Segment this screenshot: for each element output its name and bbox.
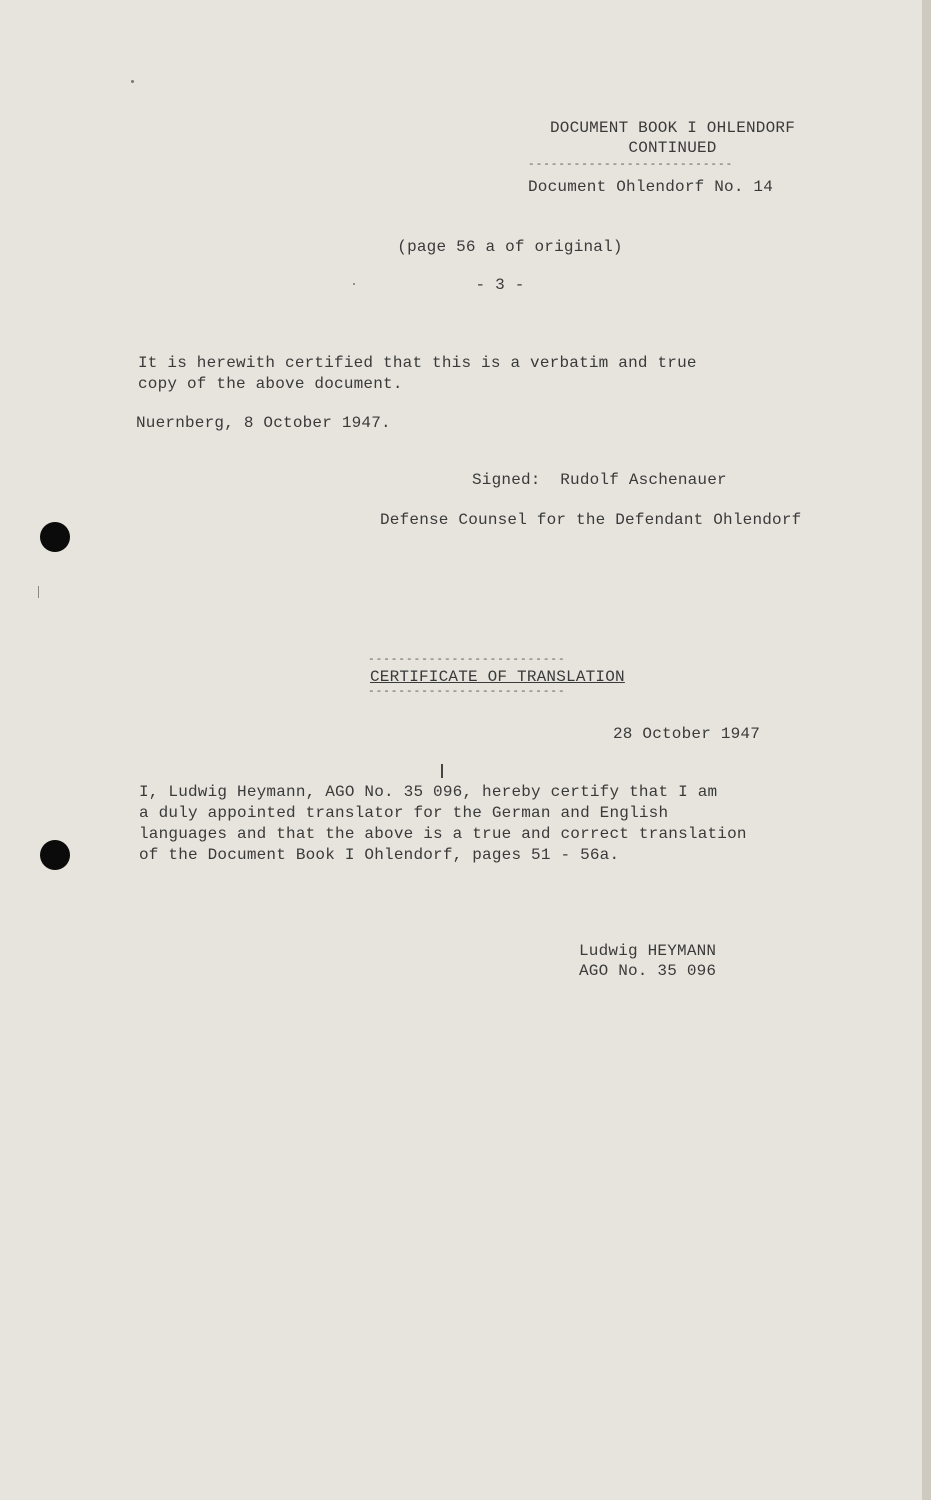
margin-mark [38, 586, 39, 598]
cert-body-line-4: of the Document Book I Ohlendorf, pages 51 - 56a. [139, 846, 620, 864]
cert-body-line-3: languages and that the above is a true and correct translation [139, 825, 747, 843]
ink-speck [131, 80, 134, 83]
place-date: Nuernberg, 8 October 1947. [136, 414, 391, 432]
document-number: Document Ohlendorf No. 14 [528, 178, 774, 196]
cert-body-line-2: a duly appointed translator for the German and English [139, 804, 669, 822]
punch-hole-bottom [40, 840, 70, 870]
ink-mark [441, 764, 443, 778]
signed-line: Signed: Rudolf Aschenauer [472, 471, 727, 489]
cert-date: 28 October 1947 [613, 725, 761, 743]
header-title: DOCUMENT BOOK I OHLENDORF [549, 119, 796, 137]
header-separator: --------------------------- [528, 159, 734, 171]
ink-speck [353, 283, 355, 285]
header-continued: CONTINUED [628, 139, 717, 157]
cert-heading: CERTIFICATE OF TRANSLATION [370, 668, 625, 686]
signer-ago: AGO No. 35 096 [579, 962, 717, 980]
signer-role: Defense Counsel for the Defendant Ohlendorf [380, 511, 802, 529]
certification-line-1: It is herewith certified that this is a verbatim and true [138, 354, 697, 372]
page-edge-shadow [922, 0, 931, 1500]
page-number: - 3 - [475, 276, 525, 294]
signer-name: Ludwig HEYMANN [579, 942, 717, 960]
cert-rule-bottom: -------------------------- [368, 686, 566, 698]
certification-line-2: copy of the above document. [138, 375, 403, 393]
page-reference: (page 56 a of original) [397, 238, 623, 256]
cert-rule-top: -------------------------- [368, 654, 566, 666]
punch-hole-top [40, 522, 70, 552]
cert-body-line-1: I, Ludwig Heymann, AGO No. 35 096, hereby certify that I am [139, 783, 718, 801]
